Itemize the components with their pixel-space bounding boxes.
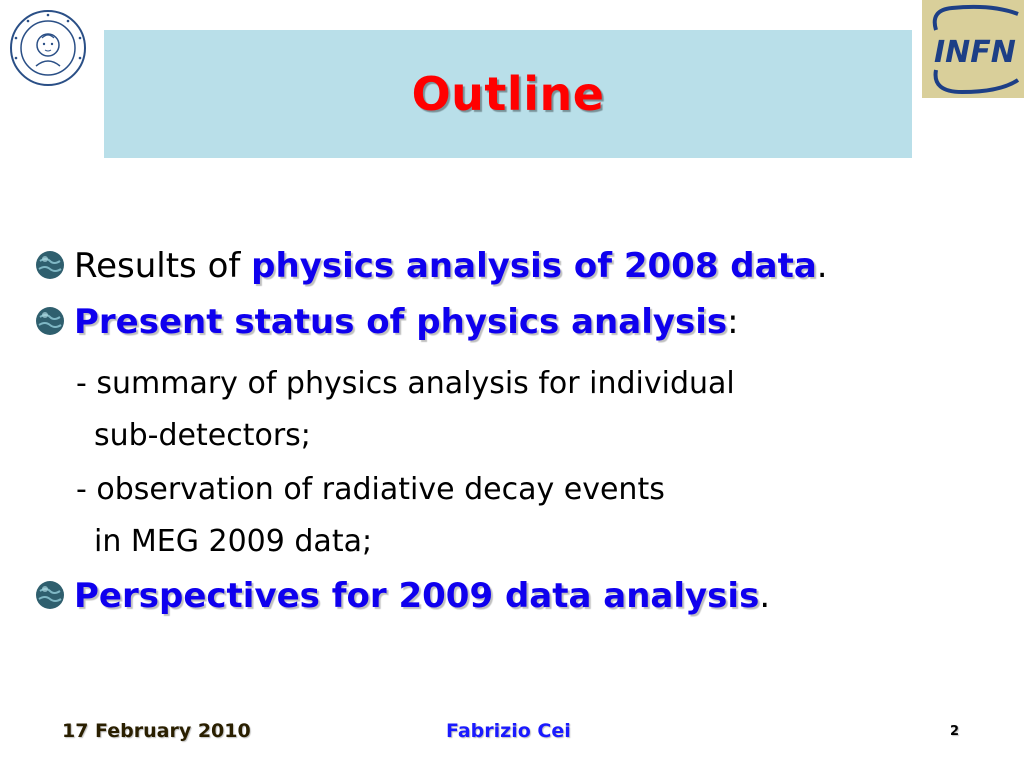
bullet-emphasis: Present status of physics analysis [74,302,728,342]
sub-line: - observation of radiative decay events [76,472,665,507]
svg-text:INFN: INFN [934,35,1016,70]
bullet-item [34,576,770,616]
sub-line: - summary of physics analysis for individual [76,366,735,401]
footer-date: 17 February 2010 [62,720,251,742]
title-banner [104,30,912,158]
bullet-suffix: . [759,576,771,616]
globe-bullet-icon [34,249,66,281]
bullet-prefix: Results of [74,246,252,286]
globe-bullet-icon [34,305,66,337]
bullet-emphasis: Perspectives for 2009 data analysis [74,576,760,616]
university-seal-logo [8,8,88,88]
bullet-item [34,302,739,342]
globe-bullet-icon [34,579,66,611]
footer-author: Fabrizio Cei [446,720,571,742]
page-number: 2 [950,724,960,739]
sub-line: sub-detectors; [94,418,311,453]
bullet-emphasis: physics analysis of 2008 data [251,246,817,286]
bullet-suffix: : [727,302,739,342]
bullet-item [34,246,828,286]
bullet-suffix: . [816,246,828,286]
slide-title: Outline [411,67,605,121]
sub-line: in MEG 2009 data; [94,524,373,559]
infn-logo [922,0,1024,98]
